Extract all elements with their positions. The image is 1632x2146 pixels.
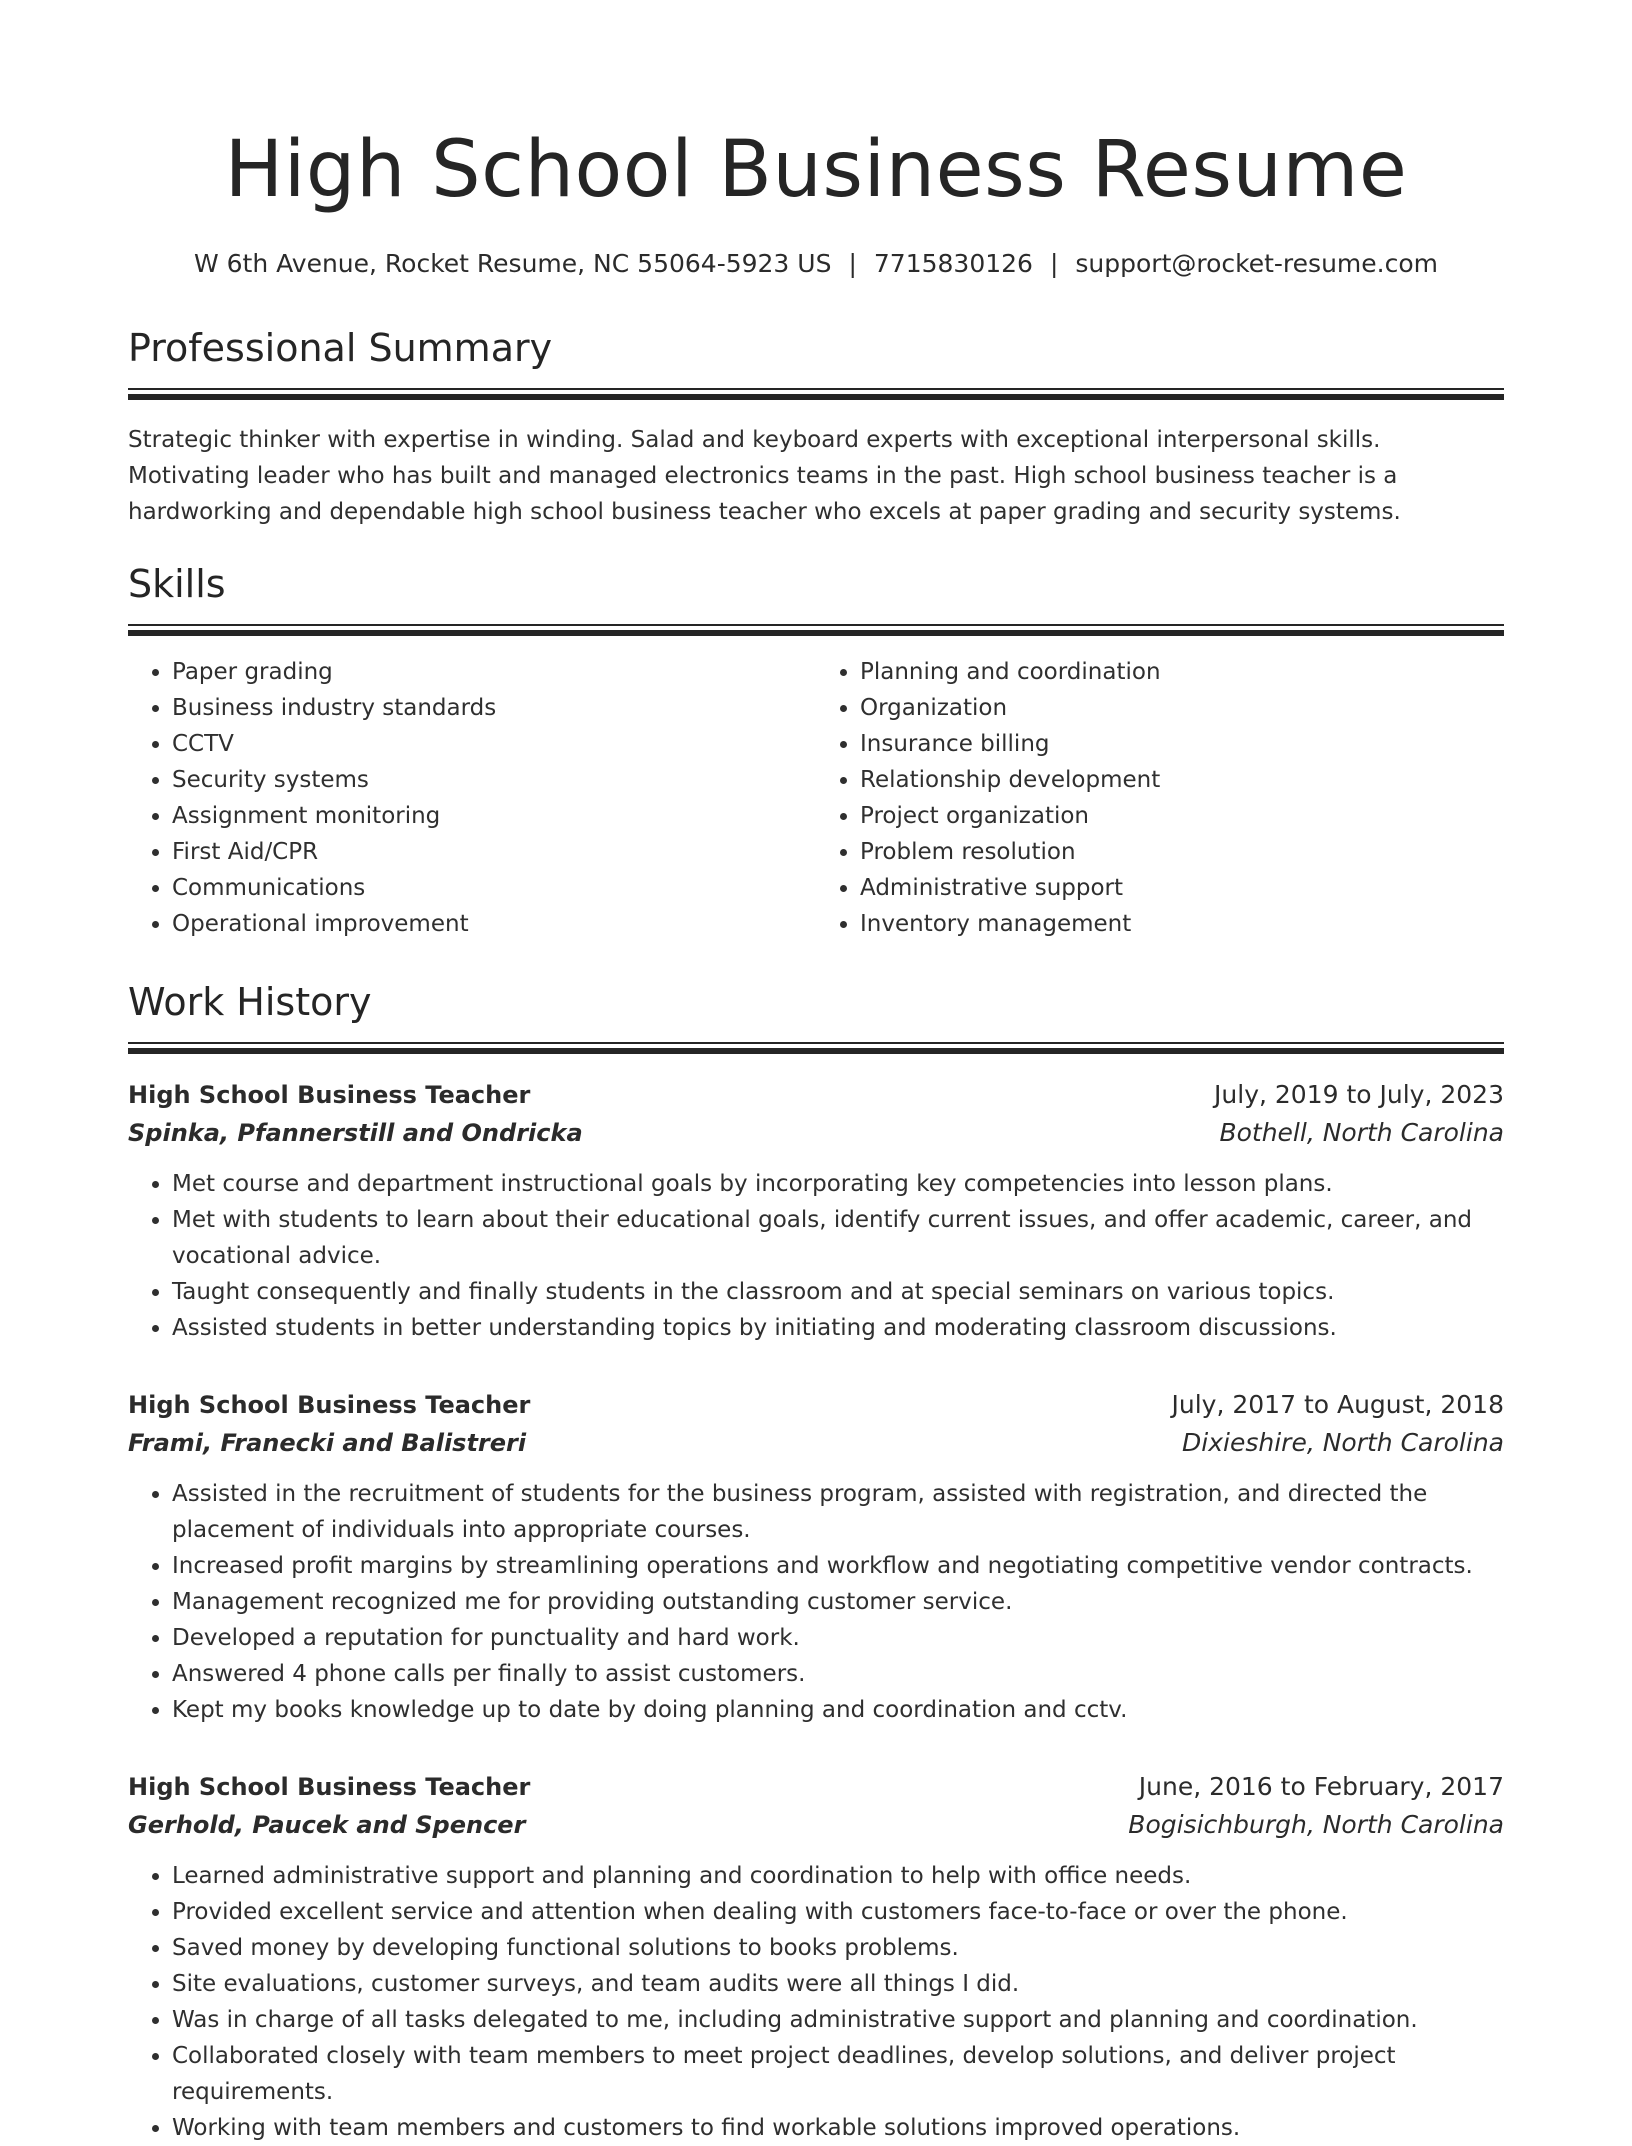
job-bullet: • Saved money by developing functional solutions to books problems. xyxy=(172,1930,1504,1966)
job-bullet: • Management recognized me for providing outstanding customer service. xyxy=(172,1584,1504,1620)
skill-item: • Inventory management xyxy=(860,906,1504,942)
skill-item: • Insurance billing xyxy=(860,726,1504,762)
skills-right-column xyxy=(816,654,1504,942)
job-company: Spinka, Pfannerstill and Ondricka xyxy=(128,1119,583,1147)
job-bullet: • Developed a reputation for punctuality and hard work. xyxy=(172,1620,1504,1656)
contact-address: W 6th Avenue, Rocket Resume, NC 55064-5923 US xyxy=(193,249,832,278)
job-bullet: • Taught consequently and finally students in the classroom and at special seminars on various topics. xyxy=(172,1274,1504,1310)
skill-item: • Security systems xyxy=(172,762,816,798)
skill-item: • Assignment monitoring xyxy=(172,798,816,834)
job-location: Bothell, North Carolina xyxy=(1219,1118,1504,1147)
skill-item: • Project organization xyxy=(860,798,1504,834)
skills-left-column xyxy=(128,654,816,942)
job-title: High School Business Teacher xyxy=(128,1391,531,1419)
skill-item: • Administrative support xyxy=(860,870,1504,906)
skill-item: • Organization xyxy=(860,690,1504,726)
job-bullet: • Answered 4 phone calls per finally to assist customers. xyxy=(172,1656,1504,1692)
job-company: Frami, Franecki and Balistreri xyxy=(128,1429,527,1457)
skill-item: • Communications xyxy=(172,870,816,906)
job-header-row xyxy=(128,1386,1504,1424)
skills-section xyxy=(128,560,1504,942)
skill-item: • Operational improvement xyxy=(172,906,816,942)
job-bullet: • Kept my books knowledge up to date by doing planning and coordination and cctv. xyxy=(172,1692,1504,1728)
resume-title: High School Business Resume xyxy=(224,125,1408,215)
skill-item: • CCTV xyxy=(172,726,816,762)
skills-grid xyxy=(128,654,1504,942)
job-employer-row xyxy=(128,1424,1504,1462)
job-bullet: • Increased profit margins by streamlining operations and workflow and negotiating competitive vendor contracts. xyxy=(172,1548,1504,1584)
contact-phone: 7715830126 xyxy=(873,249,1033,278)
contact-email: support@rocket-resume.com xyxy=(1075,249,1438,278)
skill-item: • Relationship development xyxy=(860,762,1504,798)
job-bullet: • Site evaluations, customer surveys, and team audits were all things I did. xyxy=(172,1966,1504,2002)
skill-item: • Business industry standards xyxy=(172,690,816,726)
job-bullet: • Assisted in the recruitment of students for the business program, assisted with registration, and directed the placement of individuals into appropriate courses. xyxy=(172,1476,1504,1548)
contact-separator: | xyxy=(848,249,857,278)
job-title: High School Business Teacher xyxy=(128,1081,531,1109)
skill-item: • Planning and coordination xyxy=(860,654,1504,690)
job-bullet: • Collaborated closely with team members to meet project deadlines, develop solutions, and deliver project requirements. xyxy=(172,2038,1504,2110)
job-entry xyxy=(128,1768,1504,2146)
job-bullets xyxy=(128,1166,1504,1346)
job-title: High School Business Teacher xyxy=(128,1773,531,1801)
section-divider xyxy=(128,1042,1504,1054)
job-company: Gerhold, Paucek and Spencer xyxy=(128,1811,526,1839)
work-history-heading: Work History xyxy=(128,980,372,1024)
work-history-section xyxy=(128,978,1504,2146)
job-bullet: • Provided excellent service and attention when dealing with customers face-to-face or over the phone. xyxy=(172,1894,1504,1930)
job-header-row xyxy=(128,1768,1504,1806)
job-dates: July, 2017 to August, 2018 xyxy=(1171,1390,1504,1419)
job-bullets xyxy=(128,1476,1504,1728)
job-bullets xyxy=(128,1858,1504,2146)
job-entry xyxy=(128,1076,1504,1346)
job-entry xyxy=(128,1386,1504,1728)
job-bullet: • Working with team members and customers to find workable solutions improved operations. xyxy=(172,2110,1504,2146)
job-employer-row xyxy=(128,1806,1504,1844)
summary-text: Strategic thinker with expertise in winding. Salad and keyboard experts with exceptional interpersonal skills. Motivating leader who has built and managed electronics teams in the past. High school business teacher is a hardworking and dependable high school business teacher who excels at paper grading and security systems. xyxy=(128,427,1401,525)
section-divider xyxy=(128,388,1504,400)
skills-heading: Skills xyxy=(128,562,226,606)
job-header-row xyxy=(128,1076,1504,1114)
job-dates: June, 2016 to February, 2017 xyxy=(1138,1772,1504,1801)
job-location: Dixieshire, North Carolina xyxy=(1182,1428,1504,1457)
job-bullet: • Was in charge of all tasks delegated to me, including administrative support and planning and coordination. xyxy=(172,2002,1504,2038)
contact-line xyxy=(128,248,1504,280)
skill-item: • First Aid/CPR xyxy=(172,834,816,870)
job-bullet: • Learned administrative support and planning and coordination to help with office needs. xyxy=(172,1858,1504,1894)
job-bullet: • Met with students to learn about their educational goals, identify current issues, and offer academic, career, and vocational advice. xyxy=(172,1202,1504,1274)
skill-item: • Paper grading xyxy=(172,654,816,690)
skill-item: • Problem resolution xyxy=(860,834,1504,870)
contact-separator: | xyxy=(1049,249,1059,278)
summary-heading: Professional Summary xyxy=(128,326,553,370)
summary-section xyxy=(128,324,1504,530)
job-location: Bogisichburgh, North Carolina xyxy=(1128,1810,1504,1839)
job-bullet: • Met course and department instructional goals by incorporating key competencies into lesson plans. xyxy=(172,1166,1504,1202)
job-dates: July, 2019 to July, 2023 xyxy=(1214,1080,1504,1109)
job-employer-row xyxy=(128,1114,1504,1152)
section-divider xyxy=(128,624,1504,636)
job-bullet: • Assisted students in better understanding topics by initiating and moderating classroom discussions. xyxy=(172,1310,1504,1346)
